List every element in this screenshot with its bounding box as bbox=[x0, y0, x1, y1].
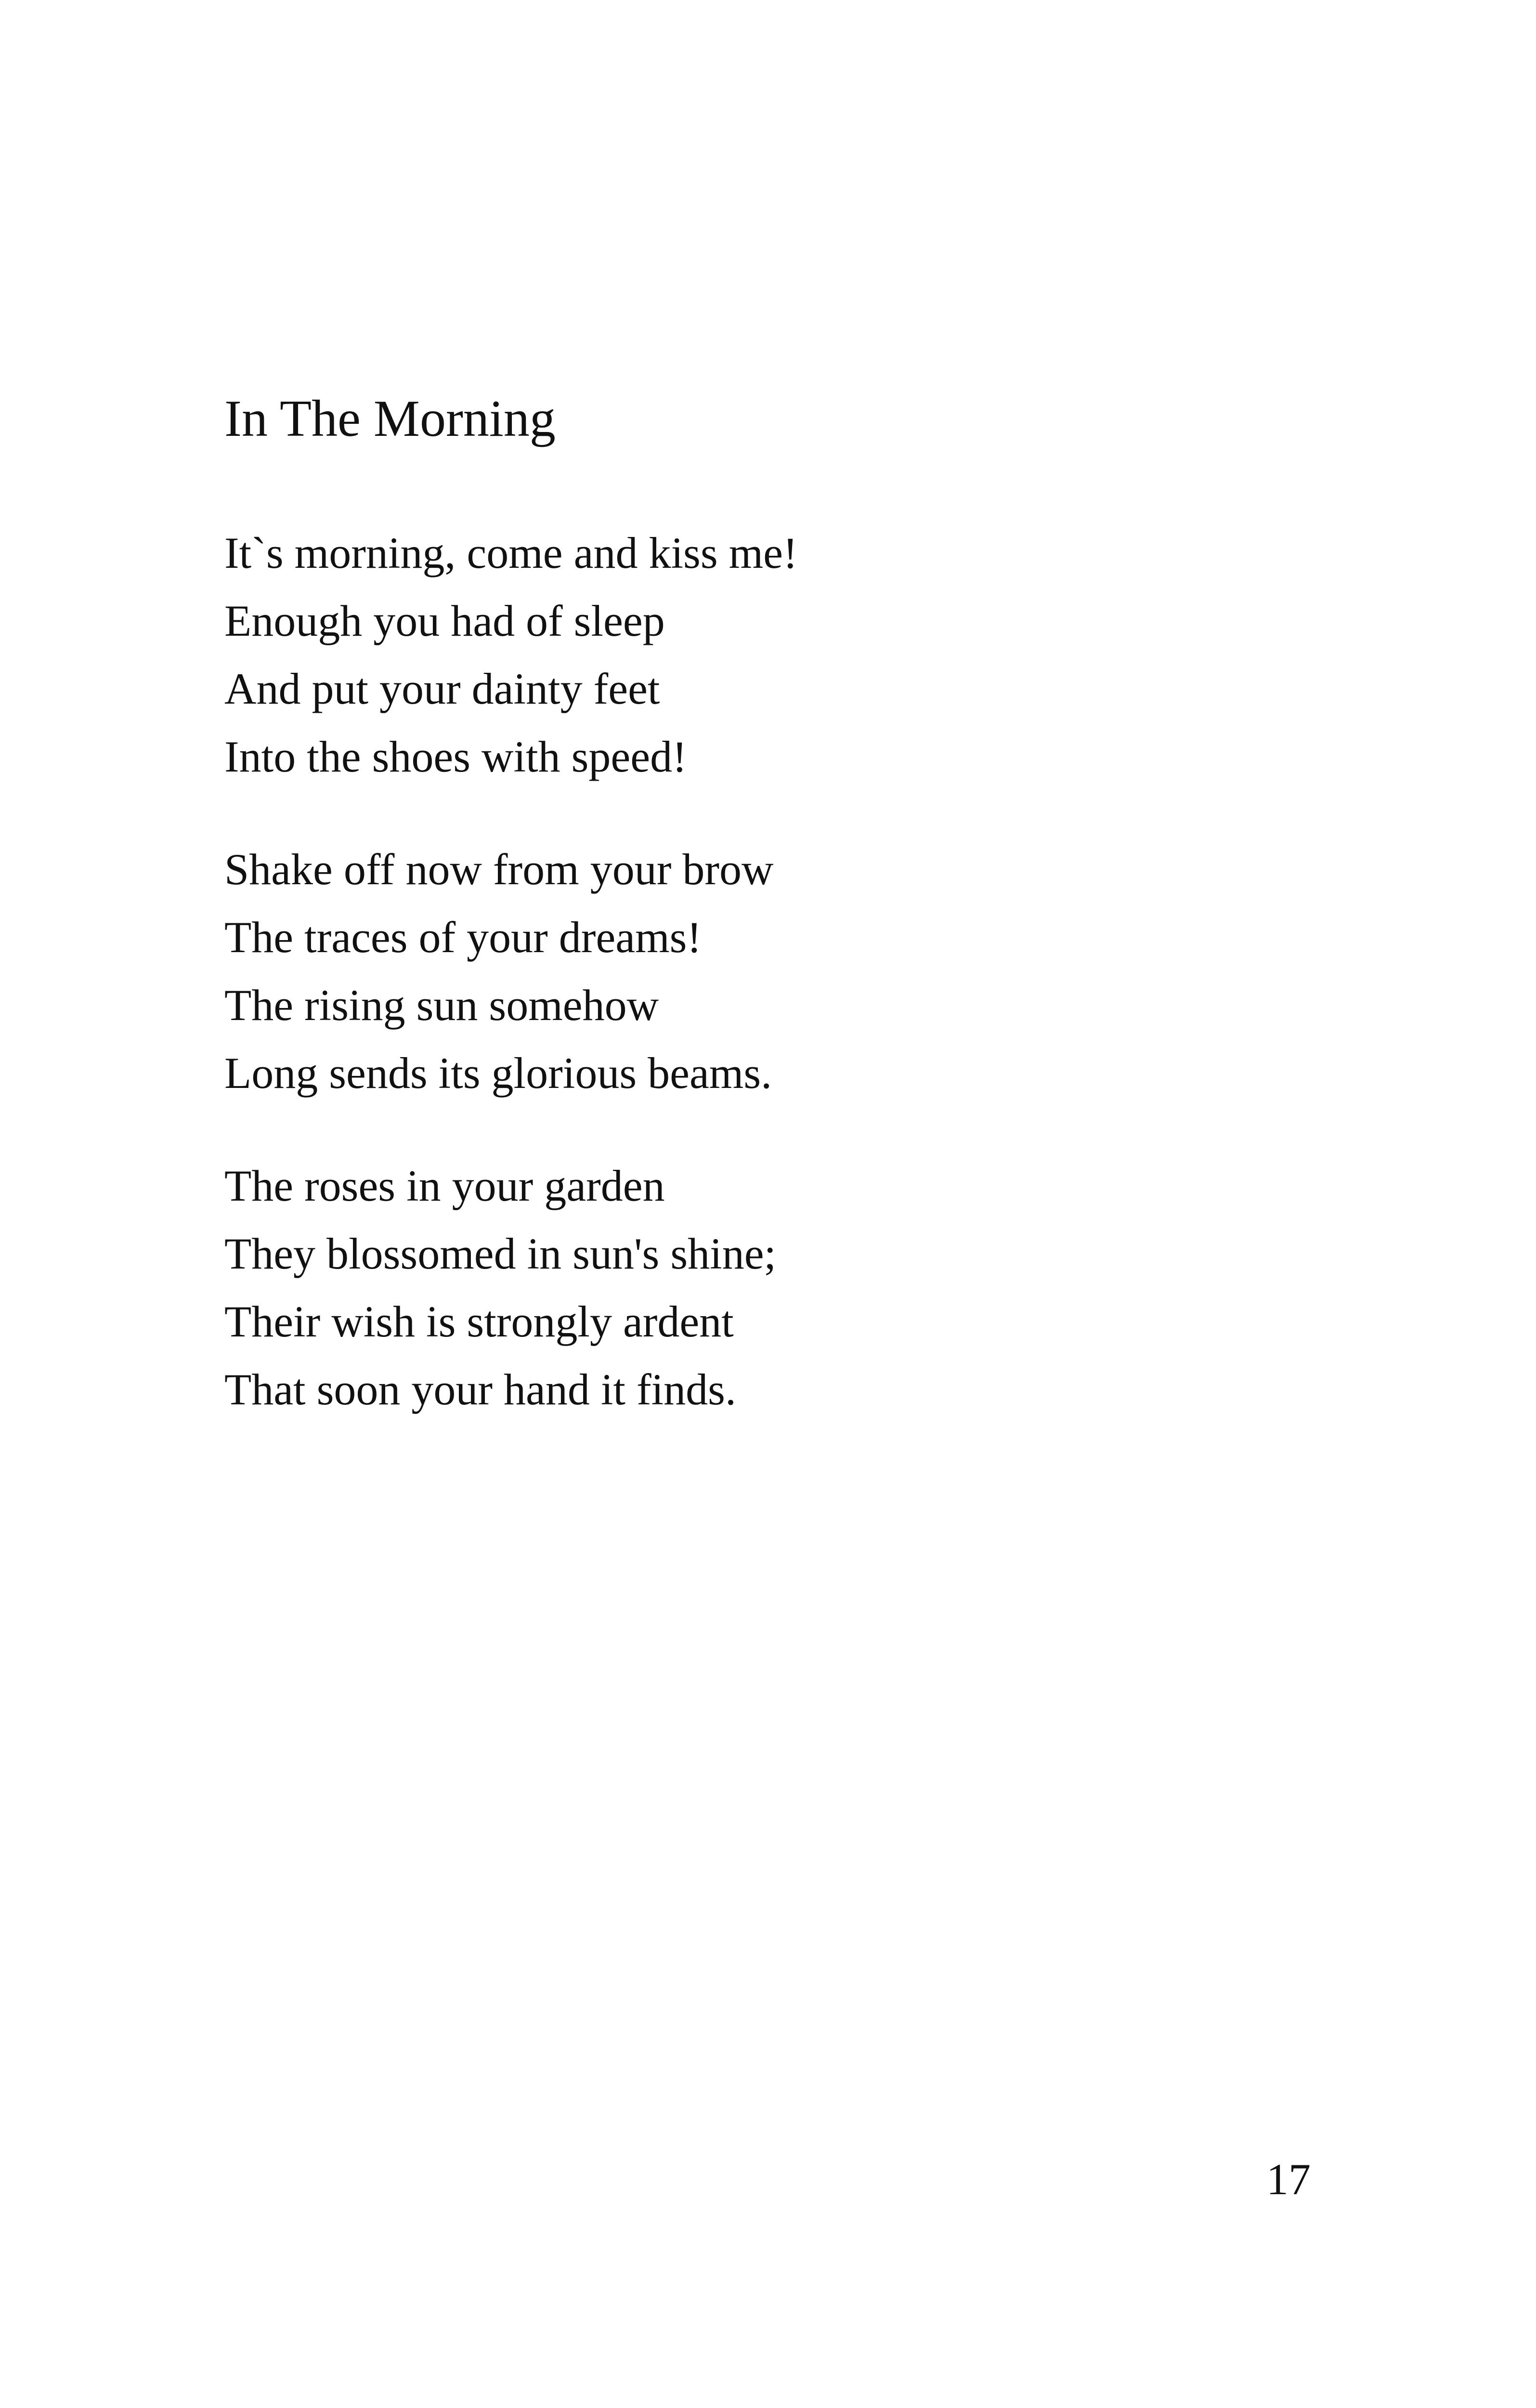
poem-line: The rising sun somehow bbox=[224, 981, 659, 1030]
poem-line: And put your dainty feet bbox=[224, 664, 660, 713]
poem-line: Enough you had of sleep bbox=[224, 596, 665, 645]
stanza-3 bbox=[224, 1152, 1380, 1424]
poem-line: That soon your hand it finds. bbox=[224, 1365, 736, 1414]
poem-line: It`s morning, come and kiss me! bbox=[224, 528, 798, 577]
poem-title: In The Morning bbox=[224, 390, 556, 447]
poem-body bbox=[224, 519, 1380, 1468]
stanza-1 bbox=[224, 519, 1380, 791]
poem-line: The roses in your garden bbox=[224, 1161, 665, 1210]
poem-line: Their wish is strongly ardent bbox=[224, 1297, 734, 1346]
poem-line: Into the shoes with speed! bbox=[224, 732, 687, 781]
poem-line: They blossomed in sun's shine; bbox=[224, 1229, 777, 1278]
poem-line: The traces of your dreams! bbox=[224, 913, 702, 962]
stanza-2 bbox=[224, 836, 1380, 1107]
poem-line: Long sends its glorious beams. bbox=[224, 1048, 772, 1098]
page-number: 17 bbox=[1266, 2155, 1311, 2204]
poem-line: Shake off now from your brow bbox=[224, 845, 774, 894]
